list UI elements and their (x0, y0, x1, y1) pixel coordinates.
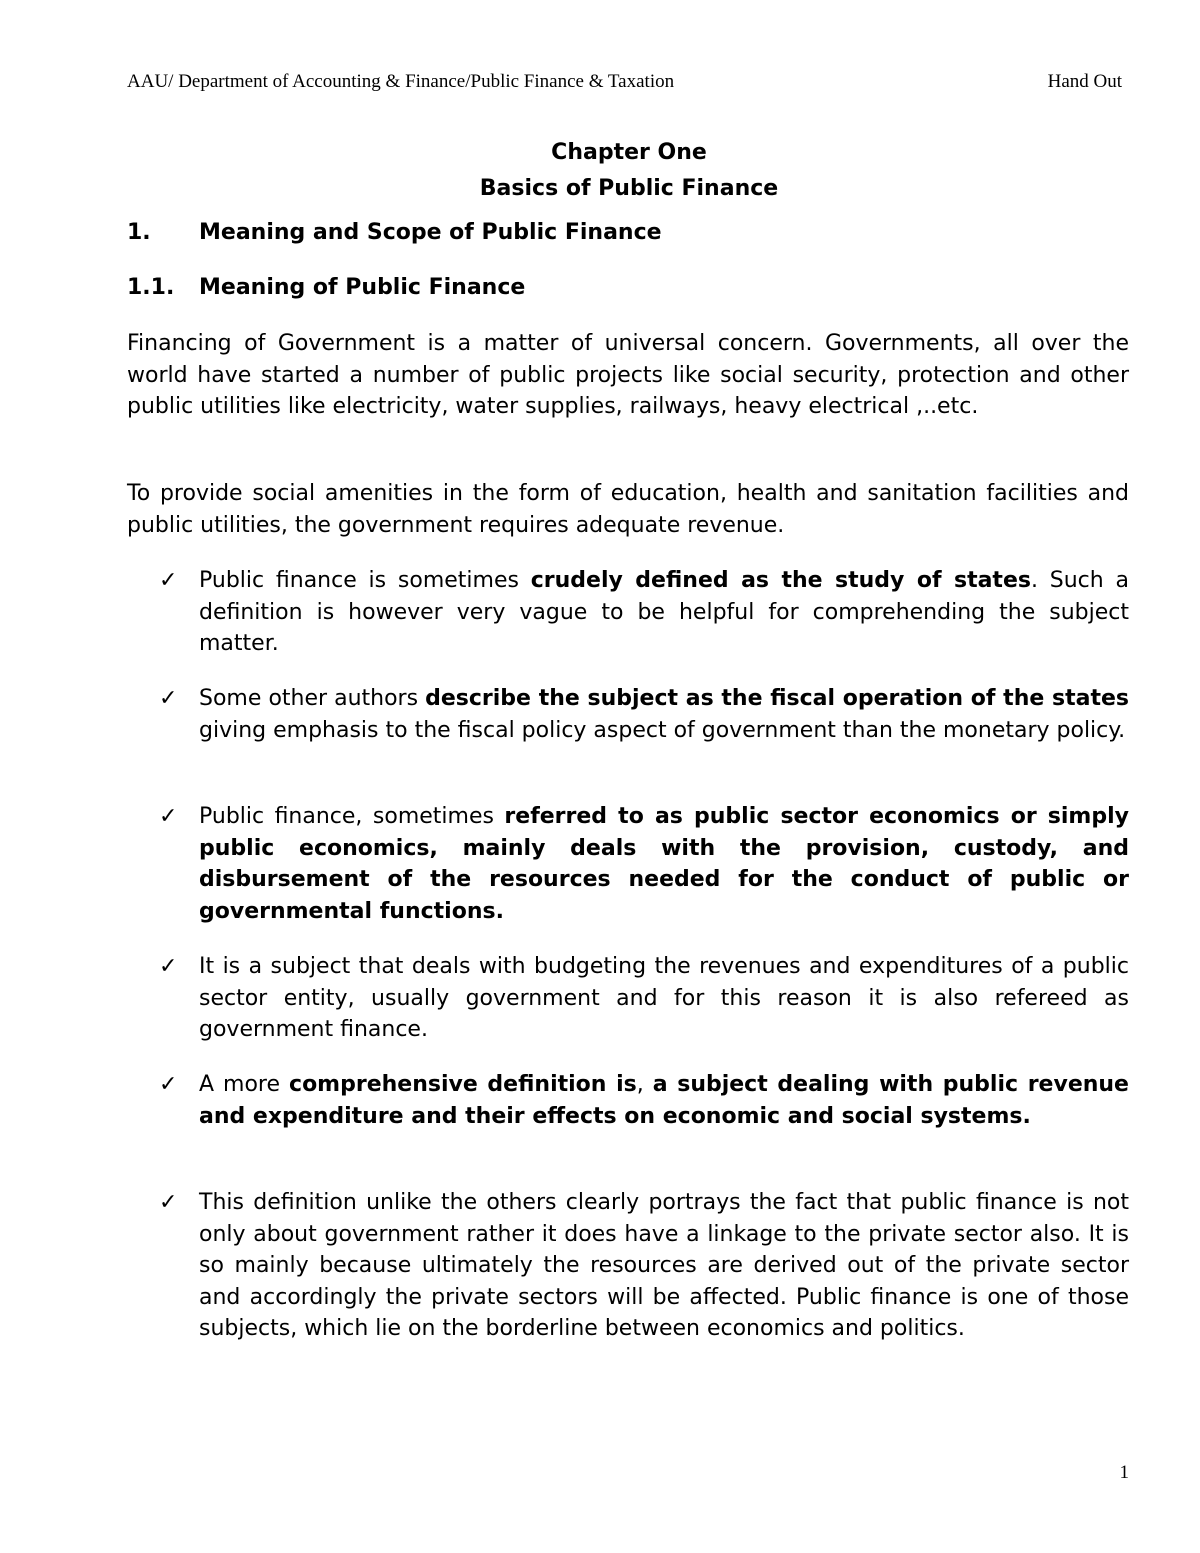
checkmark-icon: ✓ (159, 804, 178, 829)
bullet-text: Some other authors describe the subject as the fiscal operation of the states giving emphasis to the fiscal policy aspect of government than the monetary policy. (199, 686, 1129, 743)
bullet-text: It is a subject that deals with budgeting the revenues and expenditures of a public sector entity, usually government and for this reason it is also refereed as government finance. (199, 954, 1129, 1042)
checkmark-icon: ✓ (159, 1190, 178, 1215)
header-right: Hand Out (1047, 71, 1122, 92)
bullet-item (159, 1069, 1129, 1132)
bullet-text: Public finance is sometimes crudely defined as the study of states. Such a definition is however very vague to be helpful for comprehending the subject matter. (199, 568, 1129, 656)
checkmark-icon: ✓ (159, 1072, 178, 1097)
chapter-title: Chapter One (551, 140, 707, 165)
bullet-item (159, 683, 1129, 746)
header-left: AAU/ Department of Accounting & Finance/Public Finance & Taxation (127, 71, 675, 92)
bullet-item (159, 1187, 1129, 1345)
section-heading-1-1 (127, 273, 525, 303)
page-number: 1 (1119, 1462, 1129, 1483)
section-number: 1.1. (127, 275, 175, 300)
section-title: Meaning of Public Finance (199, 275, 526, 300)
checkmark-icon: ✓ (159, 954, 178, 979)
bullet-item (159, 951, 1129, 1046)
bullet-item (159, 801, 1129, 927)
paragraph-financing: Financing of Government is a matter of universal concern. Governments, all over the world have started a number of public projects like social security, protection and other public utilities like electricity, water supplies, railways, heavy electrical ,..etc. (127, 331, 1129, 419)
chapter-subtitle: Basics of Public Finance (479, 176, 779, 201)
section-number: 1. (127, 220, 151, 245)
checkmark-icon: ✓ (159, 686, 178, 711)
bullet-item (159, 565, 1129, 660)
checkmark-icon: ✓ (159, 568, 178, 593)
bullet-text: This definition unlike the others clearly portrays the fact that public finance is not only about government rather it does have a linkage to the private sector also. It is so mainly because ultimately the resources are derived out of the private sector and accordingly the private sectors will be affected. Public finance is one of those subjects, which lie on the borderline between economics and politics. (199, 1190, 1129, 1341)
bullet-text: Public finance, sometimes referred to as public sector economics or simply public economics, mainly deals with the provision, custody, and disbursement of the resources needed for the conduct of public or governmental functions. (199, 804, 1129, 924)
section-heading-1 (127, 218, 662, 248)
section-title: Meaning and Scope of Public Finance (199, 220, 662, 245)
bullet-text: A more comprehensive definition is, a subject dealing with public revenue and expenditure and their effects on economic and social systems. (199, 1072, 1129, 1129)
paragraph-amenities: To provide social amenities in the form of education, health and sanitation facilities and public utilities, the government requires adequate revenue. (127, 481, 1129, 538)
